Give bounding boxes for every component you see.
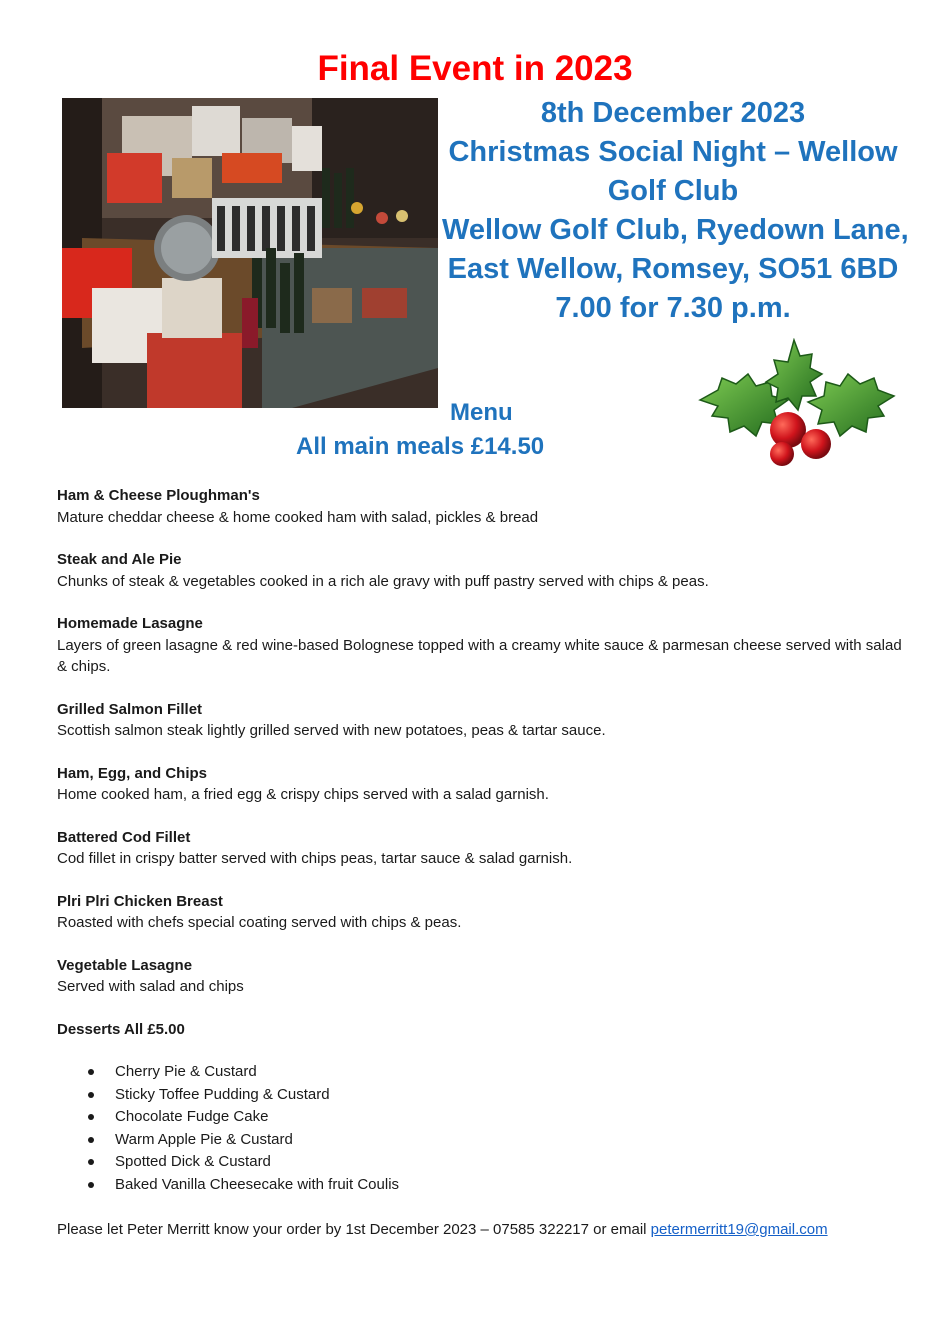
event-name-line-2: Golf Club [607, 175, 739, 207]
dessert-item: Chocolate Fudge Cake [57, 1106, 907, 1129]
menu-item-description: Scottish salmon steak lightly grilled served with new potatoes, peas & tartar sauce. [57, 722, 606, 739]
event-details [442, 94, 909, 328]
menu-item [57, 763, 907, 806]
menu-item-description: Served with salad and chips [57, 978, 244, 995]
order-instructions-text: Please let Peter Merritt know your order by 1st December 2023 – 07585 322217 or email [57, 1221, 651, 1238]
menu-item-description: Layers of green lasagne & red wine-based Bolognese topped with a creamy white sauce & parmesan cheese served with salad & chips. [57, 636, 902, 675]
menu-title: Menu [450, 399, 513, 426]
menu-item [57, 827, 907, 870]
menu-item-name: Vegetable Lasagne [57, 956, 193, 974]
email-link[interactable]: petermerritt19@gmail.com [650, 1221, 828, 1238]
venue-line-2: East Wellow, Romsey, SO51 6BD [447, 253, 899, 285]
dessert-item: Warm Apple Pie & Custard [57, 1129, 907, 1152]
menu-price: All main meals £14.50 [296, 433, 545, 460]
desserts-heading: Desserts All £5.00 [57, 1020, 185, 1038]
menu-item-description: Roasted with chefs special coating served with chips & peas. [57, 914, 462, 931]
menu-item-name: Ham & Cheese Ploughman's [57, 487, 260, 504]
venue-line-1: Wellow Golf Club, Ryedown Lane, [442, 214, 909, 246]
raffle-prizes-photo [62, 98, 438, 408]
menu-item-description: Cod fillet in crispy batter served with chips peas, tartar sauce & salad garnish. [57, 850, 573, 867]
menu-items [57, 485, 907, 1196]
menu-item-description: Mature cheddar cheese & home cooked ham with salad, pickles & bread [57, 508, 539, 526]
menu-item [57, 891, 907, 934]
dessert-item: Baked Vanilla Cheesecake with fruit Coulis [57, 1174, 907, 1197]
menu-item-name: Homemade Lasagne [57, 615, 203, 632]
event-time: 7.00 for 7.30 p.m. [555, 292, 791, 324]
desserts-list [57, 1061, 907, 1196]
dessert-item: Cherry Pie & Custard [57, 1061, 907, 1084]
page-title: Final Event in 2023 [317, 49, 633, 88]
menu-item-name: Ham, Egg, and Chips [57, 764, 208, 782]
event-date: 8th December 2023 [540, 97, 806, 129]
dessert-item: Sticky Toffee Pudding & Custard [57, 1084, 907, 1107]
menu-item-name: Steak and Ale Pie [57, 551, 182, 568]
order-instructions [57, 1219, 927, 1241]
event-name-line-1: Christmas Social Night – Wellow [448, 136, 898, 168]
menu-item [57, 485, 907, 528]
menu-item-description: Chunks of steak & vegetables cooked in a rich ale gravy with puff pastry served with chips & peas. [57, 572, 709, 590]
holly-icon [698, 338, 896, 468]
menu-item-name: Battered Cod Fillet [57, 828, 191, 846]
menu-heading [290, 396, 710, 464]
menu-item [57, 699, 907, 742]
menu-item [57, 549, 907, 592]
menu-item-name: Plri Plri Chicken Breast [57, 892, 223, 910]
dessert-item: Spotted Dick & Custard [57, 1151, 907, 1174]
menu-item [57, 613, 907, 678]
menu-item-name: Grilled Salmon Fillet [57, 700, 203, 718]
menu-item-description: Home cooked ham, a fried egg & crispy chips served with a salad garnish. [57, 786, 549, 803]
menu-item [57, 955, 907, 998]
